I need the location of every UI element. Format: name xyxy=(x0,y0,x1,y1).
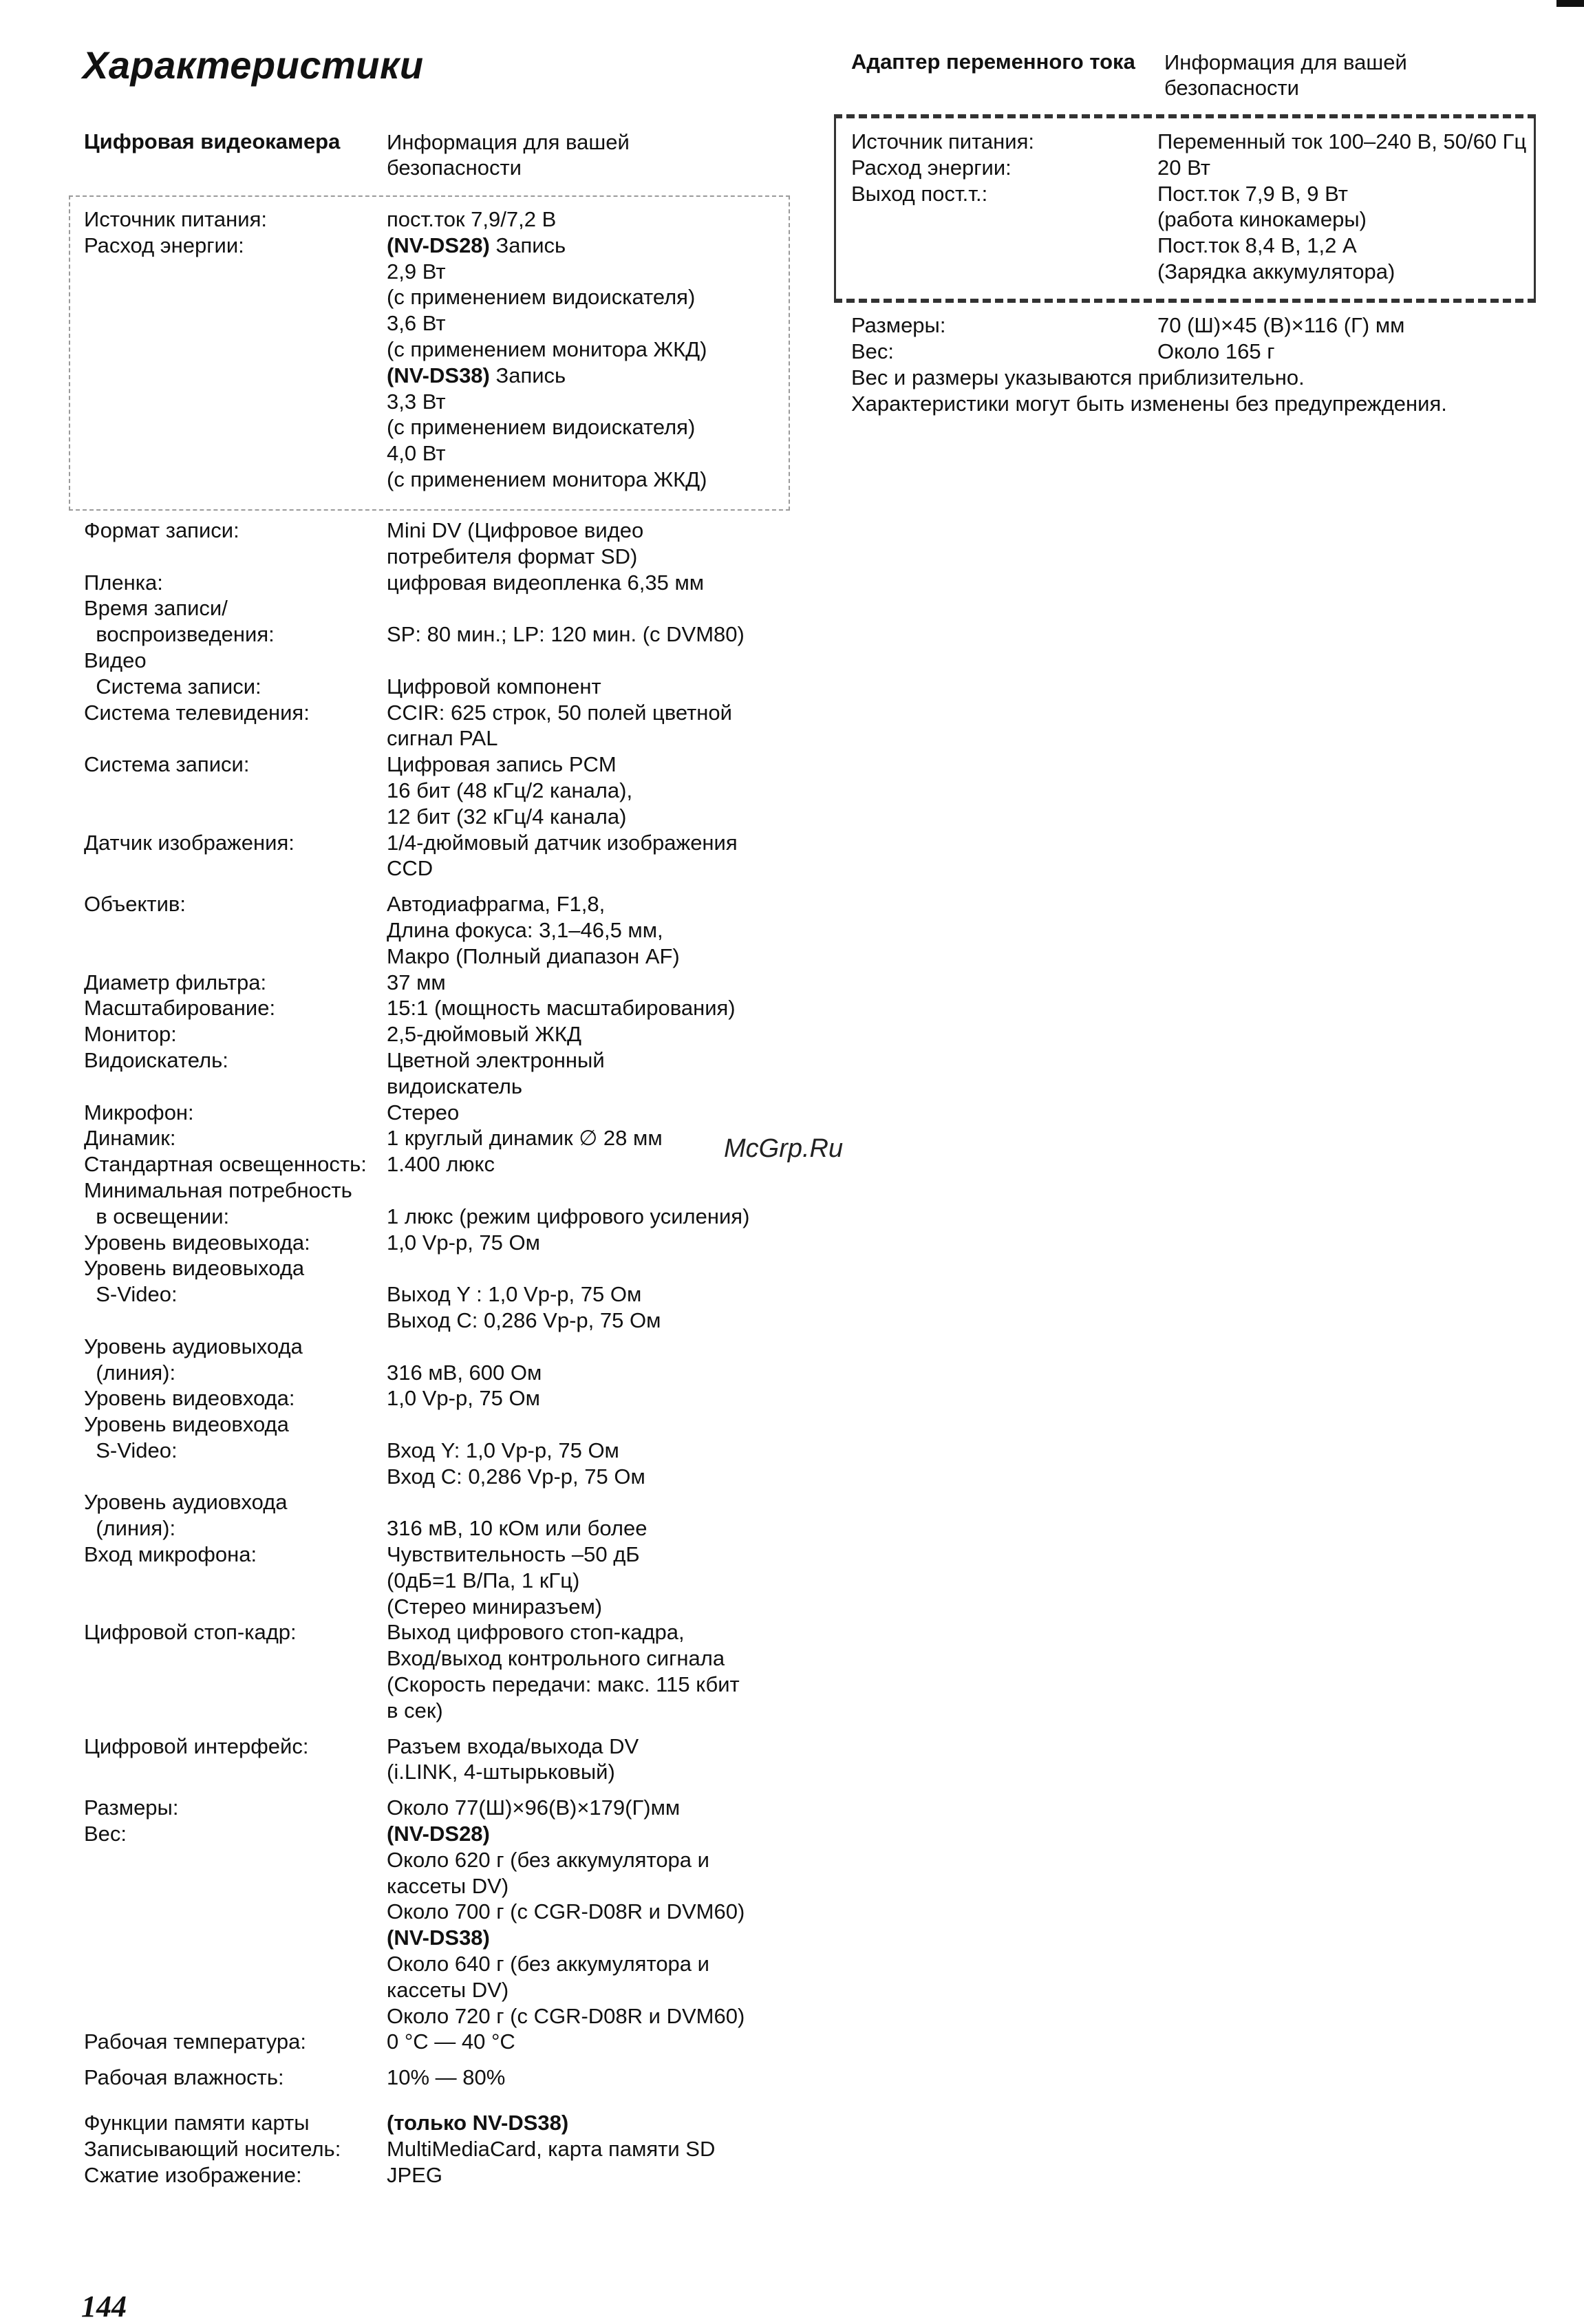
spec-row xyxy=(84,648,779,700)
spec-value-line: (Скорость передачи: макс. 115 кбит xyxy=(387,1672,740,1697)
adapter-power-specs xyxy=(851,129,1526,285)
spec-value-line: Цифровая запись PCM xyxy=(387,752,617,777)
corner-mark xyxy=(1556,0,1584,7)
spec-value xyxy=(387,233,800,493)
spec-value-line: Цветной электронный xyxy=(387,1047,605,1072)
spec-value-line: (с применением монитора ЖКД) xyxy=(387,467,707,491)
spec-row xyxy=(84,570,779,596)
spec-label: Вес: xyxy=(851,339,895,363)
spec-label: Пленка: xyxy=(84,570,163,595)
spec-value xyxy=(1157,155,1570,181)
spec-value-line: 3,3 Вт xyxy=(387,389,446,414)
spec-value-line xyxy=(387,1489,800,1515)
spec-value-line: Длина фокуса: 3,1–46,5 мм, xyxy=(387,917,663,942)
spec-row xyxy=(851,339,1526,365)
spec-label: Размеры: xyxy=(851,313,946,337)
spec-label: Видоискатель: xyxy=(84,1047,228,1072)
spec-label: Расход энергии: xyxy=(84,233,244,257)
spec-row xyxy=(84,1125,779,1151)
spec-row xyxy=(84,970,779,996)
spec-value xyxy=(387,1177,800,1230)
row-gap xyxy=(84,882,779,891)
spec-row xyxy=(84,1734,779,1786)
spec-value-line: (с применением монитора ЖКД) xyxy=(387,337,707,361)
spec-row xyxy=(84,1795,779,1821)
camera-spec-list xyxy=(84,518,779,2188)
spec-label: Источник питания: xyxy=(84,207,267,231)
spec-value-line: Выход Y : 1,0 Vp-p, 75 Ом xyxy=(387,1282,642,1307)
spec-row xyxy=(84,2110,779,2136)
spec-value xyxy=(387,1047,800,1100)
note-line: Вес и размеры указываются приблизительно. xyxy=(851,365,1305,390)
spec-row xyxy=(851,155,1526,181)
spec-value-line: Выход цифрового стоп-кадра, xyxy=(387,1620,685,1645)
spec-label: Система записи: xyxy=(84,752,250,777)
spec-row xyxy=(84,1385,779,1411)
spec-value-line: (NV-DS38) xyxy=(387,1926,490,1950)
spec-row xyxy=(84,1021,779,1047)
spec-value-line: 16 бит (48 кГц/2 канала), xyxy=(387,778,633,802)
spec-value-line: 1 люкс (режим цифрового усиления) xyxy=(387,1204,750,1228)
spec-value xyxy=(1157,339,1570,365)
spec-value-line: 1/4-дюймовый датчик изображения xyxy=(387,830,738,855)
spec-value xyxy=(387,570,800,596)
spec-value-line: Около 640 г (без аккумулятора и xyxy=(387,1952,709,1976)
spec-label: Динамик: xyxy=(84,1126,176,1151)
spec-value-line: 1.400 люкс xyxy=(387,1152,495,1177)
spec-value-line: Около 700 г (с CGR-D08R и DVM60) xyxy=(387,1899,745,1924)
spec-value xyxy=(1157,312,1570,339)
adapter-safety-note: Информация для вашей безопасности xyxy=(1164,50,1407,100)
spec-value-line: Разъем входа/выхода DV xyxy=(387,1734,639,1758)
spec-value-line: (NV-DS28) Запись xyxy=(387,233,566,257)
spec-value-line: 1,0 Vp-p, 75 Ом xyxy=(387,1230,540,1255)
spec-row xyxy=(84,595,779,648)
spec-value-line: Около 620 г (без аккумулятора и xyxy=(387,1847,709,1872)
spec-value-line: сигнал PAL xyxy=(387,726,498,751)
spec-row xyxy=(84,1821,779,2029)
model-code: (NV-DS28) xyxy=(387,233,490,257)
spec-value-line: (Зарядка аккумулятора) xyxy=(1157,259,1395,284)
spec-row xyxy=(84,751,779,829)
page-number: 144 xyxy=(81,2290,127,2323)
spec-label: Уровень видеовхода: xyxy=(84,1386,295,1411)
note-line: Характеристики могут быть изменены без предупреждения. xyxy=(851,391,1447,416)
spec-value-line: (с применением видоискателя) xyxy=(387,415,696,440)
spec-label: Объектив: xyxy=(84,892,186,917)
row-gap xyxy=(84,1785,779,1795)
spec-value xyxy=(1157,129,1570,155)
spec-value xyxy=(387,1021,800,1047)
spec-value xyxy=(387,2162,800,2188)
spec-value-line: (только NV-DS38) xyxy=(387,2111,569,2135)
spec-label: Уровень видеовыхода: xyxy=(84,1230,310,1255)
spec-row xyxy=(84,1177,779,1230)
spec-label: Уровень аудиовыхода (линия): xyxy=(84,1334,303,1385)
spec-row xyxy=(84,1334,779,1386)
spec-value-line: Около 77(Ш)×96(В)×179(Г)мм xyxy=(387,1795,681,1820)
spec-value-line: CCD xyxy=(387,856,434,881)
spec-value-line: 0 °C — 40 °C xyxy=(387,2029,515,2054)
spec-row xyxy=(84,518,779,570)
spec-label: Минимальная потребность в освещении: xyxy=(84,1177,352,1228)
spec-value xyxy=(387,700,800,752)
spec-value-line: MultiMediaCard, карта памяти SD xyxy=(387,2136,716,2161)
spec-row xyxy=(84,2065,779,2091)
spec-label: Микрофон: xyxy=(84,1100,194,1124)
spec-label: Выход пост.т.: xyxy=(851,181,988,206)
spec-value-line: (0дБ=1 В/Па, 1 кГц) xyxy=(387,1568,580,1592)
spec-value-line: (NV-DS28) xyxy=(387,1822,490,1846)
spec-value-line: Mini DV (Цифровое видео xyxy=(387,518,644,542)
spec-value xyxy=(387,1334,800,1386)
spec-value xyxy=(387,891,800,969)
spec-value-line xyxy=(387,1334,800,1360)
spec-value-line xyxy=(387,1411,800,1438)
spec-value-line: (i.LINK, 4-штырьковый) xyxy=(387,1760,615,1784)
spec-value xyxy=(387,1100,800,1126)
spec-value xyxy=(387,1542,800,1619)
spec-value xyxy=(387,2065,800,2091)
spec-row xyxy=(84,2162,779,2188)
adapter-notes xyxy=(851,365,1567,417)
adapter-section-heading: Адаптер переменного тока xyxy=(851,50,1135,74)
spec-label: Размеры: xyxy=(84,1795,179,1820)
spec-row xyxy=(84,830,779,882)
spec-label: Масштабирование: xyxy=(84,996,276,1021)
spec-value-line: SP: 80 мин.; LP: 120 мин. (с DVM80) xyxy=(387,622,745,647)
spec-label: Цифровой стоп-кадр: xyxy=(84,1620,297,1645)
spec-label: Записывающий носитель: xyxy=(84,2136,341,2161)
spec-label: Видео Система записи: xyxy=(84,648,261,699)
spec-label: Время записи/ воспроизведения: xyxy=(84,596,275,647)
spec-row xyxy=(84,1489,779,1542)
spec-value xyxy=(387,595,800,648)
spec-label: Рабочая температура: xyxy=(84,2029,307,2054)
spec-value-line: кассеты DV) xyxy=(387,1977,509,2002)
spec-value-line: 20 Вт xyxy=(1157,155,1210,180)
spec-value xyxy=(387,648,800,700)
spec-row xyxy=(84,995,779,1021)
spec-value-line: в сек) xyxy=(387,1698,443,1723)
spec-value-line: 10% — 80% xyxy=(387,2065,506,2090)
spec-value xyxy=(387,206,800,233)
spec-value xyxy=(387,1411,800,1489)
spec-label: Формат записи: xyxy=(84,518,239,542)
spec-value-line xyxy=(387,1177,800,1204)
spec-value-line: Вход Y: 1,0 Vp-p, 75 Ом xyxy=(387,1438,619,1462)
spec-value-line: 12 бит (32 кГц/4 канала) xyxy=(387,804,627,829)
spec-value xyxy=(387,1795,800,1821)
spec-label: Сжатие изображение: xyxy=(84,2162,302,2187)
page-title: Характеристики xyxy=(83,43,424,87)
spec-value-line: 316 мВ, 600 Ом xyxy=(387,1360,542,1385)
spec-value-line: Около 165 г xyxy=(1157,339,1275,363)
spec-value-line: 15:1 (мощность масштабирования) xyxy=(387,996,736,1021)
spec-label: Уровень видеовхода S-Video: xyxy=(84,1412,289,1462)
spec-value-line: 3,6 Вт xyxy=(387,311,446,336)
spec-value xyxy=(387,970,800,996)
camera-power-specs xyxy=(84,206,779,493)
spec-value-line: Стерео xyxy=(387,1100,460,1124)
spec-row xyxy=(84,1255,779,1333)
spec-row xyxy=(851,312,1526,339)
spec-value-line xyxy=(387,648,800,674)
spec-value-line: CCIR: 625 строк, 50 полей цветной xyxy=(387,700,732,725)
spec-label: Источник питания: xyxy=(851,129,1034,153)
spec-value-line: потребителя формат SD) xyxy=(387,544,638,568)
spec-label: Стандартная освещенность: xyxy=(84,1152,367,1177)
spec-value-line: кассеты DV) xyxy=(387,1873,509,1898)
spec-label: Уровень аудиовхода (линия): xyxy=(84,1490,288,1541)
spec-value-line: 316 мВ, 10 кОм или более xyxy=(387,1516,647,1541)
spec-value-line: JPEG xyxy=(387,2162,442,2187)
spec-value-line: Пост.ток 8,4 В, 1,2 А xyxy=(1157,233,1357,258)
spec-value xyxy=(387,995,800,1021)
spec-row xyxy=(851,129,1526,155)
spec-value xyxy=(387,1619,800,1723)
spec-value-line: 2,9 Вт xyxy=(387,259,446,284)
spec-value-line: (с применением видоискателя) xyxy=(387,285,696,310)
row-gap xyxy=(84,1724,779,1734)
spec-label: Расход энергии: xyxy=(851,155,1012,180)
spec-value-line: Переменный ток 100–240 В, 50/60 Гц xyxy=(1157,129,1527,153)
spec-label: Вход микрофона: xyxy=(84,1542,257,1567)
spec-row xyxy=(84,1047,779,1100)
spec-value-line xyxy=(387,595,800,621)
spec-value xyxy=(387,1230,800,1256)
memory-card-specs xyxy=(84,2110,779,2188)
spec-row xyxy=(84,1411,779,1489)
spec-value xyxy=(387,1734,800,1786)
spec-row xyxy=(851,181,1526,285)
spec-value-line: Около 720 г (с CGR-D08R и DVM60) xyxy=(387,2003,745,2028)
spec-value-line: цифровая видеопленка 6,35 мм xyxy=(387,570,705,595)
camera-section-heading: Цифровая видеокамера xyxy=(84,129,341,153)
spec-value-line: 1,0 Vp-p, 75 Ом xyxy=(387,1386,540,1411)
spec-label: Вес: xyxy=(84,1822,127,1846)
spec-value-line: пост.ток 7,9/7,2 В xyxy=(387,207,557,231)
spec-value xyxy=(387,2029,800,2055)
adapter-spec-list xyxy=(851,312,1526,365)
spec-value-line: (NV-DS38) Запись xyxy=(387,363,566,387)
spec-value-line: Вход C: 0,286 Vp-p, 75 Ом xyxy=(387,1464,645,1489)
spec-value-line: 37 мм xyxy=(387,970,446,994)
spec-value-line: (работа кинокамеры) xyxy=(1157,207,1367,232)
spec-value-line: 2,5-дюймовый ЖКД xyxy=(387,1022,581,1047)
spec-value xyxy=(1157,181,1570,285)
spec-value-line: Автодиафрагма, F1,8, xyxy=(387,892,606,917)
spec-label: Диаметр фильтра: xyxy=(84,970,267,994)
spec-value xyxy=(387,2110,800,2136)
spec-value-line: Выход C: 0,286 Vp-p, 75 Ом xyxy=(387,1308,661,1332)
spec-value-line: 70 (Ш)×45 (В)×116 (Г) мм xyxy=(1157,313,1405,337)
spec-value-line xyxy=(387,1255,800,1281)
spec-value-line: (Стерео миниразъем) xyxy=(387,1594,603,1619)
spec-value xyxy=(387,2136,800,2162)
spec-row xyxy=(84,700,779,752)
spec-value-line: Пост.ток 7,9 В, 9 Вт xyxy=(1157,181,1348,206)
spec-value-line: видоискатель xyxy=(387,1074,523,1098)
spec-value xyxy=(387,1489,800,1542)
row-gap xyxy=(84,2055,779,2065)
spec-value xyxy=(387,1821,800,2029)
spec-label: Цифровой интерфейс: xyxy=(84,1734,309,1758)
spec-row xyxy=(84,1619,779,1723)
spec-label: Уровень видеовыхода S-Video: xyxy=(84,1256,305,1307)
spec-row xyxy=(84,1230,779,1256)
watermark: McGrp.Ru xyxy=(724,1134,844,1163)
spec-value-line: 1 круглый динамик ∅ 28 мм xyxy=(387,1126,663,1151)
model-code: (NV-DS38) xyxy=(387,363,490,387)
spec-row xyxy=(84,1100,779,1126)
camera-safety-note: Информация для вашей безопасности xyxy=(387,130,630,180)
spec-row xyxy=(84,233,779,493)
spec-label: Монитор: xyxy=(84,1022,177,1047)
spec-value-line: 4,0 Вт xyxy=(387,441,446,466)
spec-value xyxy=(387,518,800,570)
spec-row xyxy=(84,2029,779,2055)
spec-row xyxy=(84,2136,779,2162)
spec-label: Система телевидения: xyxy=(84,700,310,725)
spec-value xyxy=(387,830,800,882)
spec-row xyxy=(84,1151,779,1177)
spec-value-line: Цифровой компонент xyxy=(387,674,601,699)
spec-label: Функции памяти карты xyxy=(84,2111,310,2135)
spec-label: Рабочая влажность: xyxy=(84,2065,284,2090)
spec-value xyxy=(387,1255,800,1333)
spec-value-line: Макро (Полный диапазон AF) xyxy=(387,944,680,968)
spec-value-line: Чувствительность –50 дБ xyxy=(387,1542,640,1567)
spec-value-line: Вход/выход контрольного сигнала xyxy=(387,1646,725,1671)
spec-value xyxy=(387,751,800,829)
spec-row xyxy=(84,1542,779,1619)
spec-label: Датчик изображения: xyxy=(84,830,295,855)
spec-row xyxy=(84,891,779,969)
spec-value xyxy=(387,1385,800,1411)
spec-row xyxy=(84,206,779,233)
